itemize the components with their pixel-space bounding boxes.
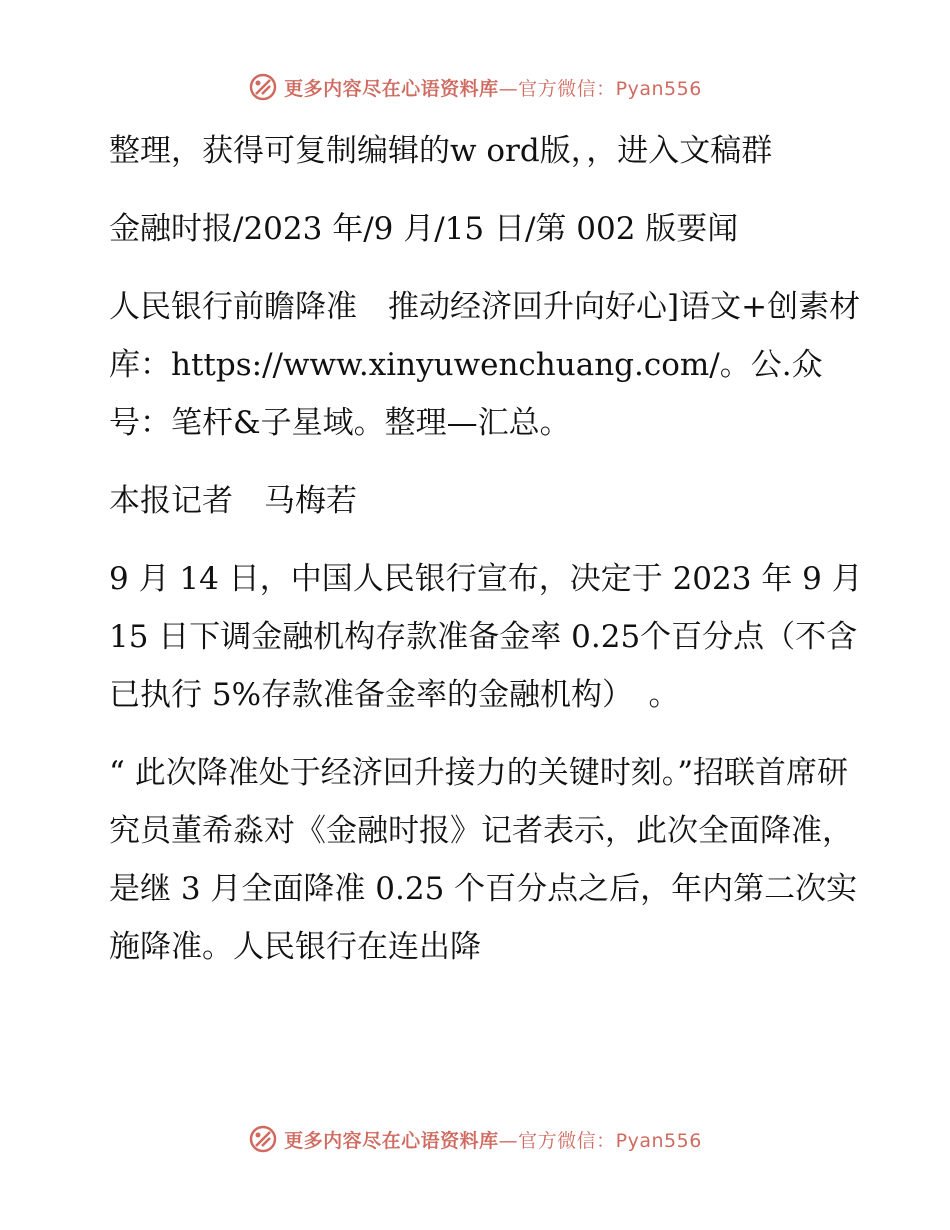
watermark-dash: — — [498, 77, 519, 100]
paragraph-announcement: 9 月 14 日，中国人民银行宣布，决定于 2023 年 9 月 15 日下调金融机构存款准备金率 0.25个百分点（不含已执行 5%存款准备金率的金融机构） 。 — [109, 561, 863, 713]
watermark-wechat: 官方微信：Pyan556 — [518, 1129, 702, 1152]
watermark-dash: — — [498, 1129, 519, 1152]
paragraph-intro: 整理，获得可复制编辑的w ord版，，进入文稿群 — [109, 133, 773, 169]
watermark-text — [284, 74, 702, 101]
paragraph-quote: “ 此次降准处于经济回升接力的关键时刻。”招联首席研究员董希淼对《金融时报》记者表示，此次全面降准，是继 3 月全面降准 0.25 个百分点之后，年内第二次实施降准。人民银行在连出降 — [109, 755, 858, 965]
watermark-wechat: 官方微信：Pyan556 — [518, 77, 702, 100]
paragraph-byline: 本报记者 马梅若 — [109, 483, 357, 519]
watermark-logo-icon — [248, 1124, 278, 1154]
paragraph-headline: 人民银行前瞻降准 推动经济回升向好心]语文+创素材库：https://www.xinyuwenchuang.com/。公.众号：笔杆&子星域。整理—汇总。 — [109, 289, 861, 441]
watermark-brand: 更多内容尽在心语资料库 — [284, 77, 499, 100]
document-body — [97, 122, 867, 996]
header-watermark — [0, 72, 950, 102]
watermark-logo-icon — [248, 72, 278, 102]
watermark-brand: 更多内容尽在心语资料库 — [284, 1129, 499, 1152]
paragraph-source: 金融时报/2023 年/9 月/15 日/第 002 版要闻 — [109, 211, 739, 247]
footer-watermark — [0, 1124, 950, 1154]
watermark-text — [284, 1126, 702, 1153]
